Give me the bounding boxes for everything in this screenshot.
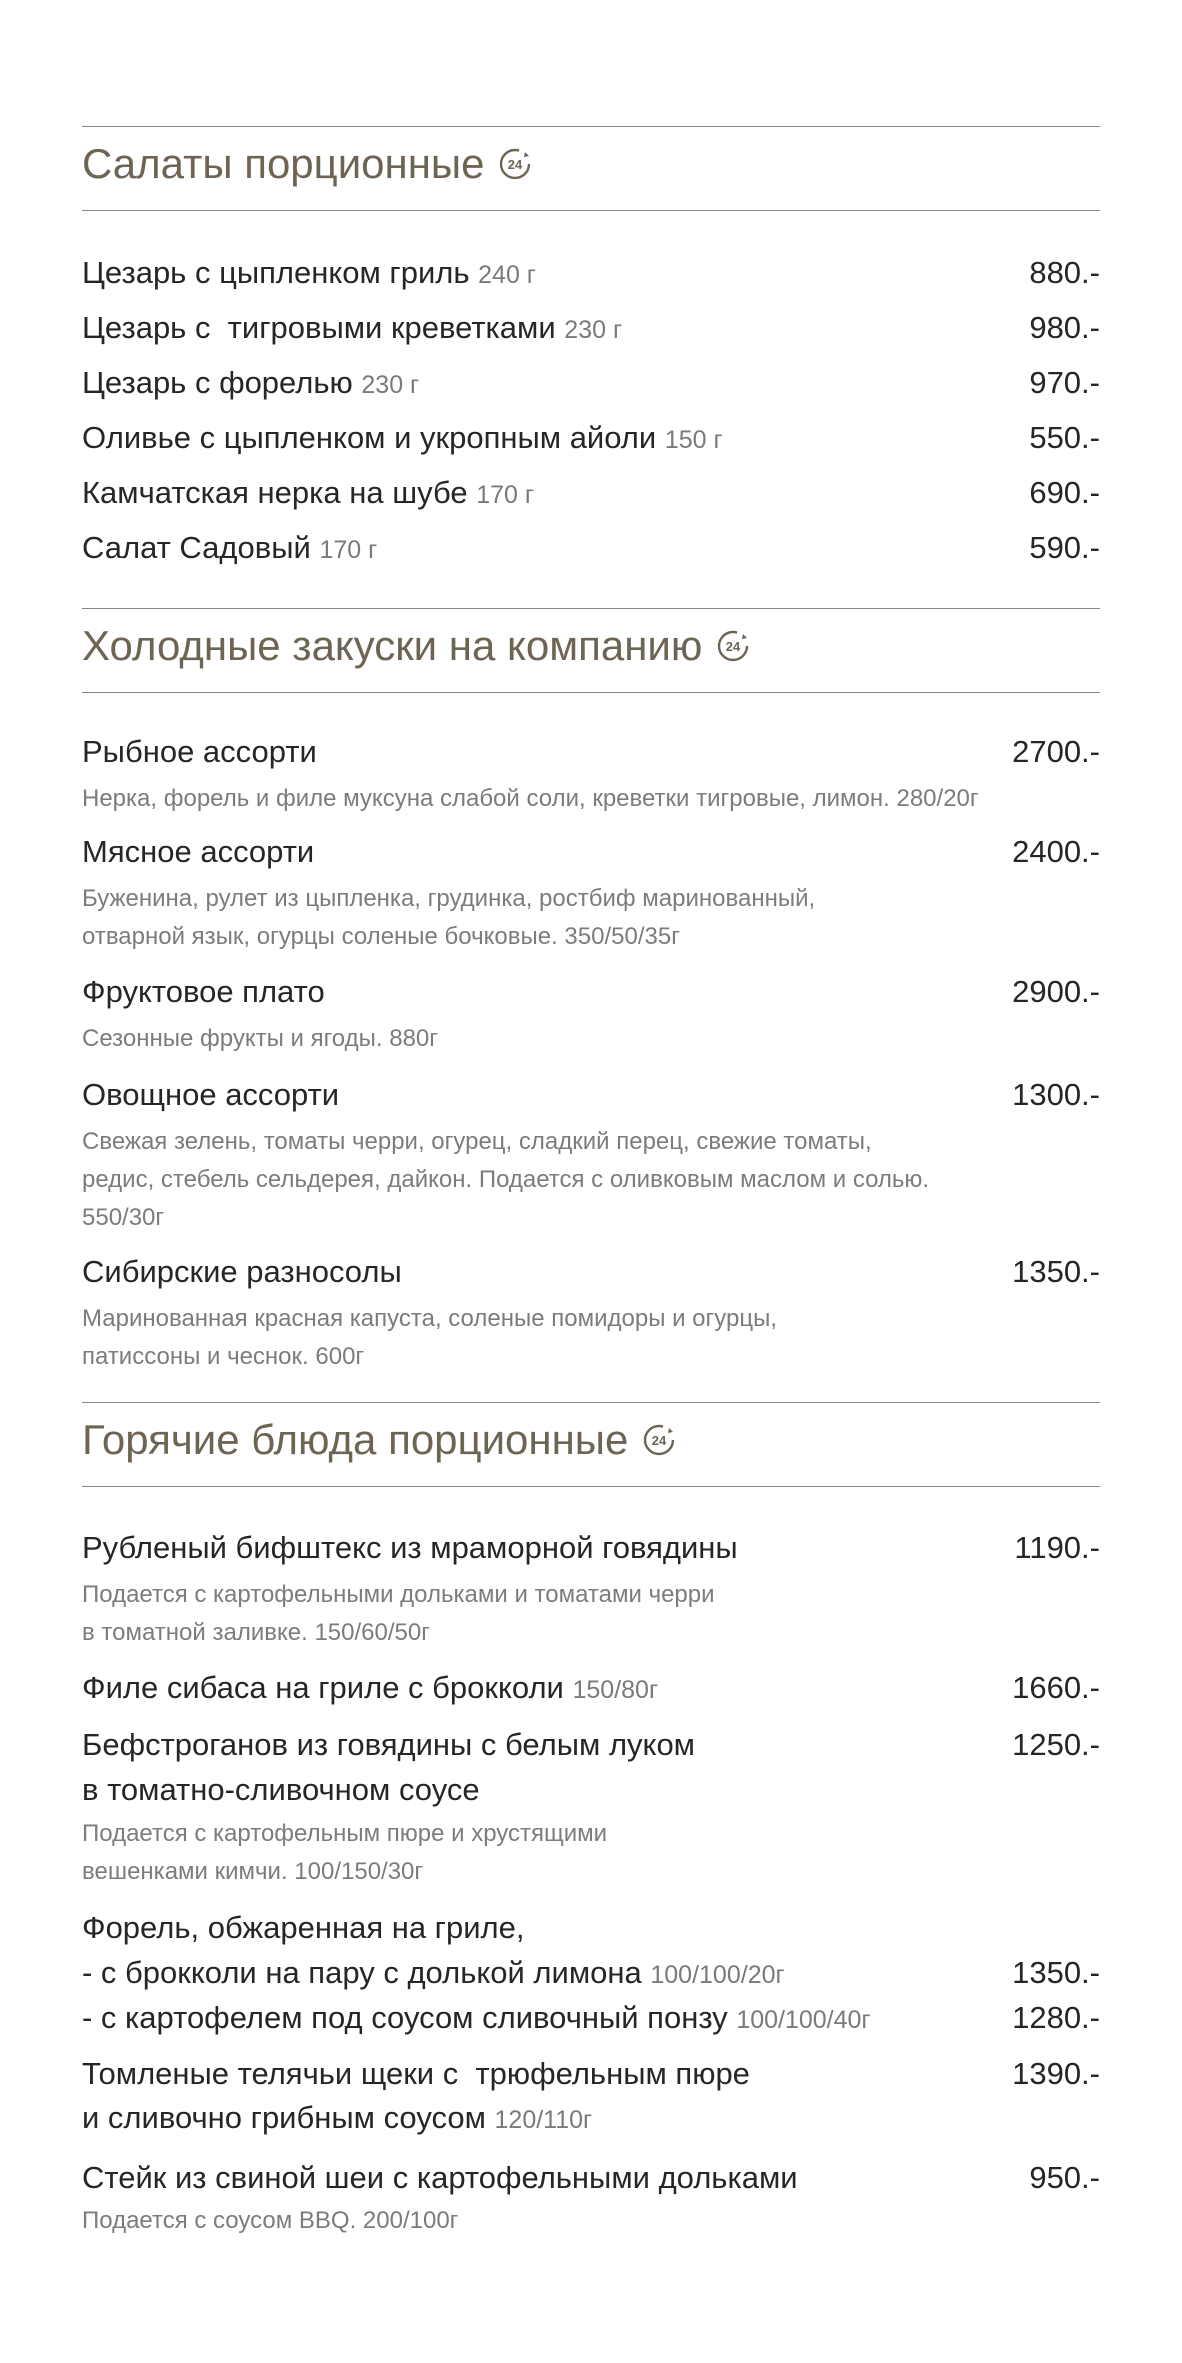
menu-item-name: Рубленый бифштекс из мраморной говядины	[82, 1530, 738, 1565]
menu-item-name: Фруктовое плато	[82, 974, 325, 1009]
menu-item-description: Подается с картофельными дольками и томатами черри в томатной заливке. 150/60/50г	[82, 1581, 715, 1646]
menu-item-price: 590.-	[1029, 530, 1100, 565]
menu-item-name-line2: в томатно-сливочном соусе	[82, 1772, 480, 1807]
menu-item-price: 1660.-	[1012, 1670, 1100, 1705]
menu-item-name: Стейк из свиной шеи с картофельными дольками	[82, 2160, 798, 2195]
svg-text:24: 24	[508, 157, 523, 172]
menu-item-price: 880.-	[1029, 255, 1100, 290]
menu-item-description: Подается с картофельным пюре и хрустящими вешенками кимчи. 100/150/30г	[82, 1820, 608, 1885]
menu-item-price: 2700.-	[1012, 734, 1100, 769]
menu-item-name: Мясное ассорти	[82, 834, 315, 869]
section-rule	[82, 210, 1100, 211]
menu-item-description: Буженина, рулет из цыпленка, грудинка, ростбиф маринованный, отварной язык, огурцы соленые бочковые. 350/50/35г	[82, 885, 816, 950]
menu-item-name: Бефстроганов из говядины с белым луком	[82, 1727, 695, 1762]
menu-item-price: 2400.-	[1012, 834, 1100, 869]
24-hours-icon	[642, 1423, 676, 1457]
24-hours-icon	[716, 629, 750, 663]
menu-item-name: Сибирские разносолы	[82, 1254, 402, 1289]
menu-item-name-line2: и сливочно грибным соусом 120/110г	[82, 2100, 593, 2135]
menu-item-price: 1390.-	[1012, 2056, 1100, 2091]
svg-text:24: 24	[652, 1433, 667, 1448]
24-hours-icon	[498, 147, 532, 181]
menu-item-price: 1300.-	[1012, 1077, 1100, 1112]
menu-item-option: - с брокколи на пару с долькой лимона 100/100/20г	[82, 1955, 785, 1990]
menu-item-name: Цезарь с форелью 230 г	[82, 365, 420, 400]
menu-item-name: Рыбное ассорти	[82, 734, 317, 769]
menu-item-name: Салат Садовый 170 г	[82, 530, 378, 565]
menu-item-name: Камчатская нерка на шубе 170 г	[82, 475, 534, 510]
section-title-text: Горячие блюда порционные	[82, 1416, 629, 1463]
menu-item-price: 1280.-	[1012, 2000, 1100, 2035]
section-rule	[82, 1402, 1100, 1403]
section-rule	[82, 1486, 1100, 1487]
section-title-cold-appetizers	[82, 622, 750, 670]
section-title-text: Салаты порционные	[82, 140, 485, 187]
menu-item-price: 550.-	[1029, 420, 1100, 455]
menu-item-name: Оливье с цыпленком и укропным айоли 150 г	[82, 420, 723, 455]
menu-item-name: Цезарь с цыпленком гриль 240 г	[82, 255, 536, 290]
menu-item-description: Подается с соусом BBQ. 200/100г	[82, 2207, 459, 2234]
menu-item-price: 690.-	[1029, 475, 1100, 510]
menu-item-description: Свежая зелень, томаты черри, огурец, сладкий перец, свежие томаты, редис, стебель сельдерея, дайкон. Подается с оливковым маслом и солью. 550/30г	[82, 1128, 930, 1231]
menu-item-option: - с картофелем под соусом сливочный понзу 100/100/40г	[82, 2000, 871, 2035]
menu-item-description: Сезонные фрукты и ягоды. 880г	[82, 1025, 439, 1052]
menu-item-price: 950.-	[1029, 2160, 1100, 2195]
menu-item-name: Овощное ассорти	[82, 1077, 340, 1112]
menu-item-price: 2900.-	[1012, 974, 1100, 1009]
section-title-text: Холодные закуски на компанию	[82, 622, 703, 669]
svg-text:24: 24	[726, 639, 741, 654]
menu-item-price: 1190.-	[1014, 1530, 1100, 1565]
section-rule	[82, 126, 1100, 127]
menu-item-name: Цезарь с тигровыми креветками 230 г	[82, 310, 623, 345]
section-rule	[82, 692, 1100, 693]
menu-item-description: Маринованная красная капуста, соленые помидоры и огурцы, патиссоны и чеснок. 600г	[82, 1305, 778, 1370]
menu-item-price: 1350.-	[1012, 1254, 1100, 1289]
menu-item-name: Томленые телячьи щеки с трюфельным пюре	[82, 2056, 750, 2091]
menu-item-price: 1250.-	[1012, 1727, 1100, 1762]
menu-item-price: 1350.-	[1012, 1955, 1100, 1990]
section-rule	[82, 608, 1100, 609]
section-title-hot-dishes	[82, 1416, 676, 1464]
menu-item-description: Нерка, форель и филе муксуна слабой соли, креветки тигровые, лимон. 280/20г	[82, 785, 979, 812]
menu-item-price: 980.-	[1029, 310, 1100, 345]
menu-item-name: Филе сибаса на гриле с брокколи 150/80г	[82, 1670, 659, 1705]
section-title-salads	[82, 140, 532, 188]
menu-item-name: Форель, обжаренная на гриле,	[82, 1910, 525, 1945]
menu-item-price: 970.-	[1029, 365, 1100, 400]
